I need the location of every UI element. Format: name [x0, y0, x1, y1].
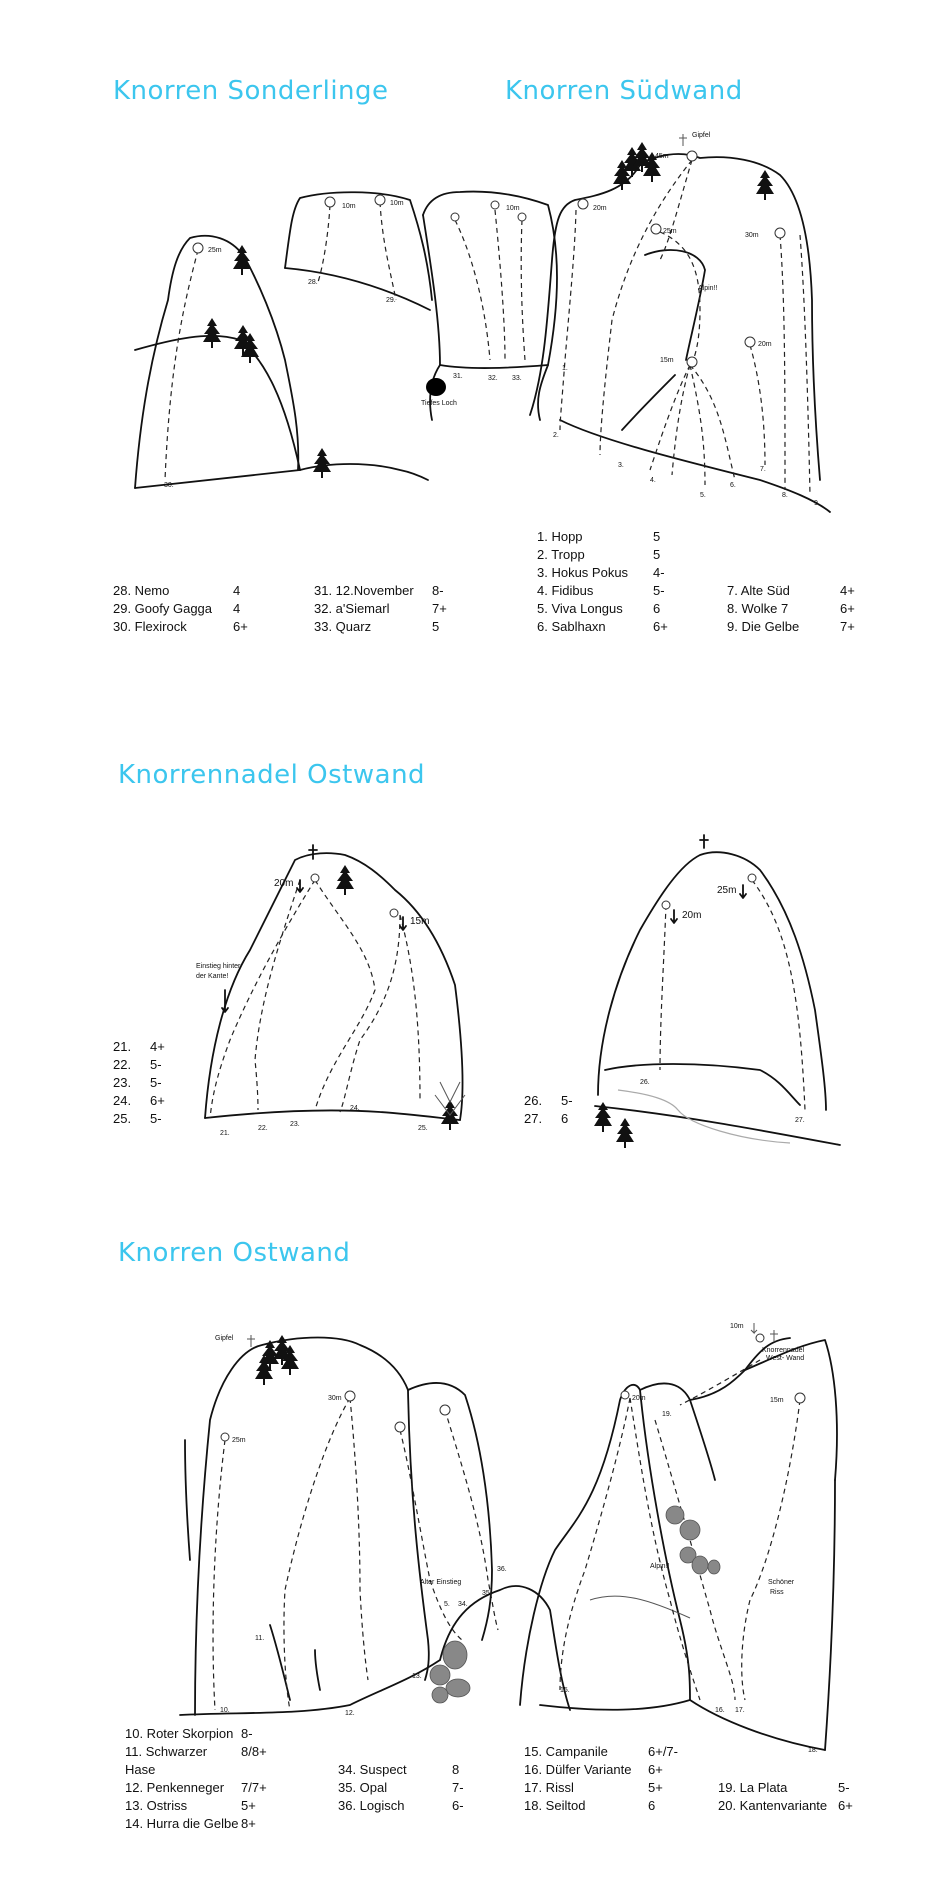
list-item: 12. Penkenneger 7/7+: [125, 1780, 267, 1795]
list-ost-d: [718, 1779, 878, 1815]
route-num-34: 34.: [458, 1601, 468, 1608]
route-num-29: 29.: [386, 297, 396, 304]
route-num-5b: 5.: [444, 1601, 450, 1608]
height-10m-ost: 10m: [730, 1323, 744, 1330]
list-ost-c: [524, 1743, 699, 1815]
route-num-8: 8.: [782, 492, 788, 499]
list-item: 10. Roter Skorpion 8-: [125, 1726, 253, 1741]
height-15m-ost: 15m: [770, 1397, 784, 1404]
list-item: 24. 6+: [113, 1093, 165, 1108]
list-ost-a: [125, 1725, 295, 1833]
route-num-4: 4.: [650, 477, 656, 484]
list-item: 13. Ostriss 5+: [125, 1798, 256, 1813]
route-num-1: 1.: [562, 365, 568, 372]
route-num-25: 25.: [418, 1125, 428, 1132]
title-ostwand: Knorren Ostwand: [118, 1238, 351, 1268]
title-nadel-ostwand: Knorrennadel Ostwand: [118, 760, 426, 790]
suedwand-topo: [530, 132, 830, 512]
list-item: 5. Viva Longus 6: [537, 601, 661, 616]
rocks-left: [430, 1641, 470, 1703]
list-item: 28. Nemo 4: [113, 583, 241, 598]
label-schoener-1: Schöner: [768, 1579, 795, 1586]
label-einstieg-1: Einstieg hinter: [196, 963, 241, 970]
route-num-16: 16.: [715, 1707, 725, 1714]
list-item: 2. Tropp 5: [537, 547, 661, 562]
label-alpin-ost: Alpin!!: [650, 1563, 670, 1570]
list-item: 18. Seiltod 6: [524, 1798, 656, 1813]
rocks-right: [666, 1506, 720, 1574]
height-10m-a: 10m: [342, 203, 356, 210]
route-num-3: 3.: [618, 462, 624, 469]
nadel-ostwand-right-topo: [594, 835, 840, 1148]
list-item: 27. 6: [524, 1111, 569, 1126]
list-suedwand-b: [727, 582, 877, 636]
route-num-31: 31.: [453, 373, 463, 380]
route-num-6: 6.: [730, 482, 736, 489]
route-num-22: 22.: [258, 1125, 268, 1132]
height-20m-nadel: 20m: [274, 878, 294, 889]
height-10m-c: 10m: [506, 205, 520, 212]
route-num-33: 33.: [512, 375, 522, 382]
route-num-17: 17.: [735, 1707, 745, 1714]
route-num-7: 7.: [760, 466, 766, 473]
label-gipfel-ost: Gipfel: [215, 1335, 234, 1342]
label-alpin-sued: Alpin!!: [698, 285, 718, 292]
list-item: 26. 5-: [524, 1093, 573, 1108]
list-item: 30. Flexirock 6+: [113, 619, 248, 634]
list-item: 14. Hurra die Gelbe 8+: [125, 1816, 256, 1831]
list-item: 20. Kantenvariante 6+: [718, 1798, 853, 1813]
list-item: 35. Opal 7-: [338, 1780, 464, 1795]
route-num-19: 19.: [662, 1411, 672, 1418]
list-item: 11. Schwarzer Hase 8/8+: [125, 1744, 267, 1777]
route-num-5: 5.: [700, 492, 706, 499]
height-15m-nadel: 15m: [410, 916, 430, 927]
list-item: 8. Wolke 7 6+: [727, 601, 855, 616]
route-num-30: 30.: [164, 482, 174, 489]
route-num-35: 35.: [482, 1590, 492, 1597]
list-item: 22. 5-: [113, 1057, 162, 1072]
height-25m-nadel-r: 25m: [717, 885, 737, 896]
nadel-ostwand-left-topo: [196, 845, 465, 1137]
height-30m-sued: 30m: [745, 232, 759, 239]
route-num-27: 27.: [795, 1117, 805, 1124]
height-25m-ost: 25m: [232, 1437, 246, 1444]
label-tiefes-loch: Tiefes Loch: [421, 400, 457, 407]
ostwand-topo: [180, 1323, 837, 1754]
route-num-36: 36.: [497, 1566, 507, 1573]
list-item: 15. Campanile 6+/7-: [524, 1744, 678, 1759]
route-num-32: 32.: [488, 375, 498, 382]
list-item: 16. Dülfer Variante 6+: [524, 1762, 663, 1777]
label-schoener-2: Riss: [770, 1589, 784, 1596]
route-num-15: 15.: [560, 1687, 570, 1694]
title-sonderlinge: Knorren Sonderlinge: [113, 76, 389, 106]
list-item: 33. Quarz 5: [314, 619, 440, 634]
list-item: 31. 12.November 8-: [314, 583, 444, 598]
route-num-24: 24.: [350, 1105, 360, 1112]
label-knorrennadel-2: West- Wand: [766, 1355, 805, 1362]
route-num-10: 10.: [220, 1707, 230, 1714]
sonderlinge-topo: [135, 192, 557, 489]
height-30m-ost: 30m: [328, 1395, 342, 1402]
list-item: 1. Hopp 5: [537, 529, 661, 544]
height-45m-sued: 45m: [655, 153, 669, 160]
route-num-13: 13.: [412, 1673, 422, 1680]
list-item: 21. 4+: [113, 1039, 165, 1054]
route-num-2: 2.: [553, 432, 559, 439]
height-20m-sued-b: 20m: [758, 341, 772, 348]
list-item: 36. Logisch 6-: [338, 1798, 464, 1813]
route-num-28: 28.: [308, 279, 318, 286]
route-num-12: 12.: [345, 1710, 355, 1717]
height-15m-sued: 15m: [660, 357, 674, 364]
label-alter-einstieg: Alter Einstieg: [420, 1579, 462, 1586]
list-item: 29. Goofy Gagga 4: [113, 601, 241, 616]
list-item: 32. a'Siemarl 7+: [314, 601, 447, 616]
height-25m-sued: 25m: [663, 228, 677, 235]
list-item: 6. Sablhaxn 6+: [537, 619, 668, 634]
list-item: 7. Alte Süd 4+: [727, 583, 855, 598]
height-20m-nadel-r: 20m: [682, 910, 702, 921]
label-einstieg-2: der Kante!: [196, 973, 229, 980]
list-sonderlinge-b: [314, 582, 464, 636]
height-20m-ost: 20m: [632, 1395, 646, 1402]
list-item: 23. 5-: [113, 1075, 162, 1090]
list-suedwand-a: [537, 528, 687, 636]
title-suedwand: Knorren Südwand: [505, 76, 743, 106]
route-num-11: 11.: [255, 1635, 265, 1642]
list-item: 3. Hokus Pokus 4-: [537, 565, 665, 580]
list-item: 17. Rissl 5+: [524, 1780, 663, 1795]
route-num-9: 9.: [814, 500, 820, 507]
label-gipfel-sued: Gipfel: [692, 132, 711, 139]
list-nadel-b: [524, 1092, 604, 1128]
list-item: 4. Fidibus 5-: [537, 583, 665, 598]
list-item: 25. 5-: [113, 1111, 162, 1126]
list-item: 34. Suspect 8: [338, 1762, 460, 1777]
list-nadel-a: [113, 1038, 193, 1128]
list-sonderlinge-a: [113, 582, 283, 636]
height-20m-sued: 20m: [593, 205, 607, 212]
height-25m-a: 25m: [208, 247, 222, 254]
route-num-18: 18.: [808, 1747, 818, 1754]
height-10m-b: 10m: [390, 200, 404, 207]
label-knorrennadel-1: Knorrennadel: [762, 1347, 805, 1354]
list-item: 9. Die Gelbe 7+: [727, 619, 855, 634]
list-item: 19. La Plata 5-: [718, 1780, 850, 1795]
route-num-21: 21.: [220, 1130, 230, 1137]
list-ost-b: [338, 1761, 478, 1815]
route-num-26: 26.: [640, 1079, 650, 1086]
route-num-23: 23.: [290, 1121, 300, 1128]
